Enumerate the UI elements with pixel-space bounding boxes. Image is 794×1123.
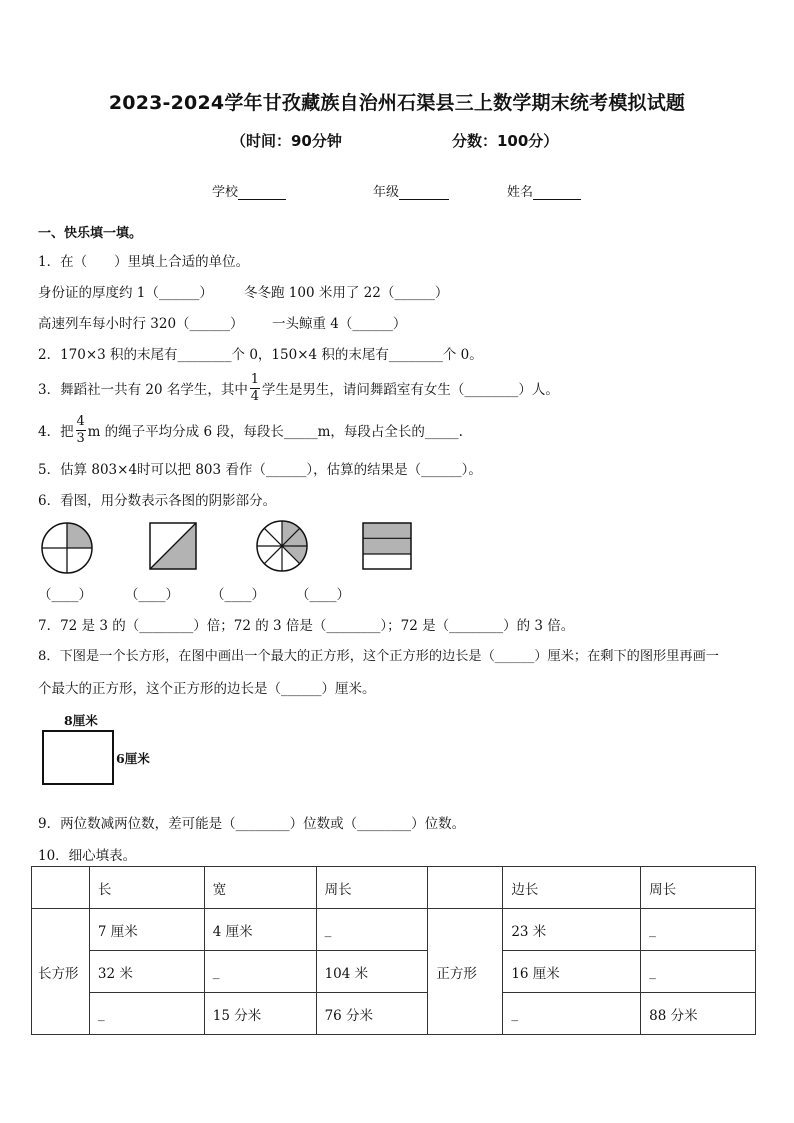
school-blank[interactable] [238, 185, 286, 200]
table-cell[interactable]: _ [316, 909, 428, 951]
table-cell: 16 厘米 [503, 951, 641, 993]
grade-blank[interactable] [399, 185, 449, 200]
q6-answer-2[interactable]: （____） [125, 587, 179, 603]
q4-fraction [76, 414, 86, 447]
name-label: 姓名 [507, 185, 534, 200]
table-row [32, 909, 756, 951]
table-header-row [32, 867, 756, 909]
q5-text: 5．估算 803×4时可以把 803 看作（______），估算的结果是（______）。 [38, 462, 482, 478]
q6-figure-rect-thirds [361, 521, 413, 571]
table-header-cell: 长 [89, 867, 204, 909]
q4-before: 4．把 [38, 424, 74, 440]
table-cell: 104 米 [316, 951, 428, 993]
school-label: 学校 [212, 185, 239, 200]
q3-before: 3．舞蹈社一共有 20 名学生，其中 [38, 382, 248, 398]
q1-item-d: 一头鲸重 4（______） [272, 316, 407, 332]
table-cell[interactable]: _ [89, 993, 204, 1035]
square-label: 正方形 [428, 909, 503, 1035]
q7-text: 7．72 是 3 的（________）倍；72 的 3 倍是（________）；72 是（________）的 3 倍。 [38, 618, 575, 634]
q3-frac-den: 4 [250, 388, 259, 404]
grade-field[interactable] [373, 181, 449, 200]
q9-text: 9．两位数减两位数，差可能是（________）位数或（________）位数。 [38, 816, 466, 832]
table-cell: 32 米 [89, 951, 204, 993]
q8-rectangle [42, 730, 114, 785]
q8-line1: 8．下图是一个长方形，在图中画出一个最大的正方形，这个正方形的边长是（______）厘米；在剩下的图形里再画一 [38, 649, 719, 664]
q1-stem: 1．在（ ）里填上合适的单位。 [38, 254, 250, 270]
q1-item-a: 身份证的厚度约 1（______） [38, 285, 213, 301]
q2-text: 2．170×3 积的末尾有________个 0，150×4 积的末尾有________个 0。 [38, 347, 483, 363]
q1-item-b: 冬冬跑 100 米用了 22（______） [244, 285, 449, 301]
q6-answer-1[interactable]: （____） [38, 587, 92, 603]
q6-figure-circle-eighths [255, 519, 309, 573]
q8-line2: 个最大的正方形，这个正方形的边长是（______）厘米。 [38, 681, 376, 697]
table-cell: 7 厘米 [89, 909, 204, 951]
q3-frac-num: 1 [250, 371, 259, 387]
q8-height-label: 6厘米 [116, 751, 150, 766]
q6-figure-circle-quarters [40, 521, 94, 575]
table-row [32, 951, 756, 993]
table-header-cell [428, 867, 503, 909]
table-cell: 76 分米 [316, 993, 428, 1035]
table-row [32, 993, 756, 1035]
q6-figure-square-diagonal [148, 521, 198, 571]
table-header-cell [32, 867, 90, 909]
school-field[interactable] [212, 181, 286, 200]
table-cell[interactable]: _ [641, 909, 756, 951]
table-cell[interactable]: _ [204, 951, 316, 993]
rect-label: 长方形 [32, 909, 90, 1035]
table-header-cell: 周长 [316, 867, 428, 909]
q6-answer-3[interactable]: （____） [211, 587, 265, 603]
q6-stem: 6．看图，用分数表示各图的阴影部分。 [38, 493, 277, 509]
q6-answer-4[interactable]: （____） [296, 587, 350, 603]
q10-stem: 10．细心填表。 [38, 848, 137, 864]
name-field[interactable] [507, 181, 581, 200]
table-cell: 88 分米 [641, 993, 756, 1035]
q4-after: m 的绳子平均分成 6 段，每段长_____m，每段占全长的_____. [87, 424, 463, 440]
table-cell: 23 米 [503, 909, 641, 951]
q8-width-label: 8厘米 [64, 713, 98, 728]
exam-time: （时间：90分钟 [231, 132, 342, 150]
q3-fraction [250, 372, 260, 405]
fill-table [31, 866, 756, 1035]
section-title: 一、快乐填一填。 [38, 226, 143, 241]
grade-label: 年级 [373, 185, 400, 200]
page-title: 2023-2024学年甘孜藏族自治州石渠县三上数学期末统考模拟试题 [108, 92, 686, 114]
table-header-cell: 周长 [641, 867, 756, 909]
table-cell: 4 厘米 [204, 909, 316, 951]
table-cell[interactable]: _ [503, 993, 641, 1035]
table-header-cell: 宽 [204, 867, 316, 909]
table-cell[interactable]: _ [641, 951, 756, 993]
q3-after: 学生是男生，请问舞蹈室有女生（________）人。 [261, 382, 559, 398]
q4-frac-den: 3 [76, 430, 85, 446]
table-cell: 15 分米 [204, 993, 316, 1035]
q4-frac-num: 4 [76, 413, 85, 429]
name-blank[interactable] [533, 185, 581, 200]
table-header-cell: 边长 [503, 867, 641, 909]
q3-text [38, 368, 559, 408]
q1-item-c: 高速列车每小时行 320（______） [38, 316, 244, 332]
q4-text [38, 410, 463, 450]
exam-score: 分数：100分） [452, 132, 559, 150]
